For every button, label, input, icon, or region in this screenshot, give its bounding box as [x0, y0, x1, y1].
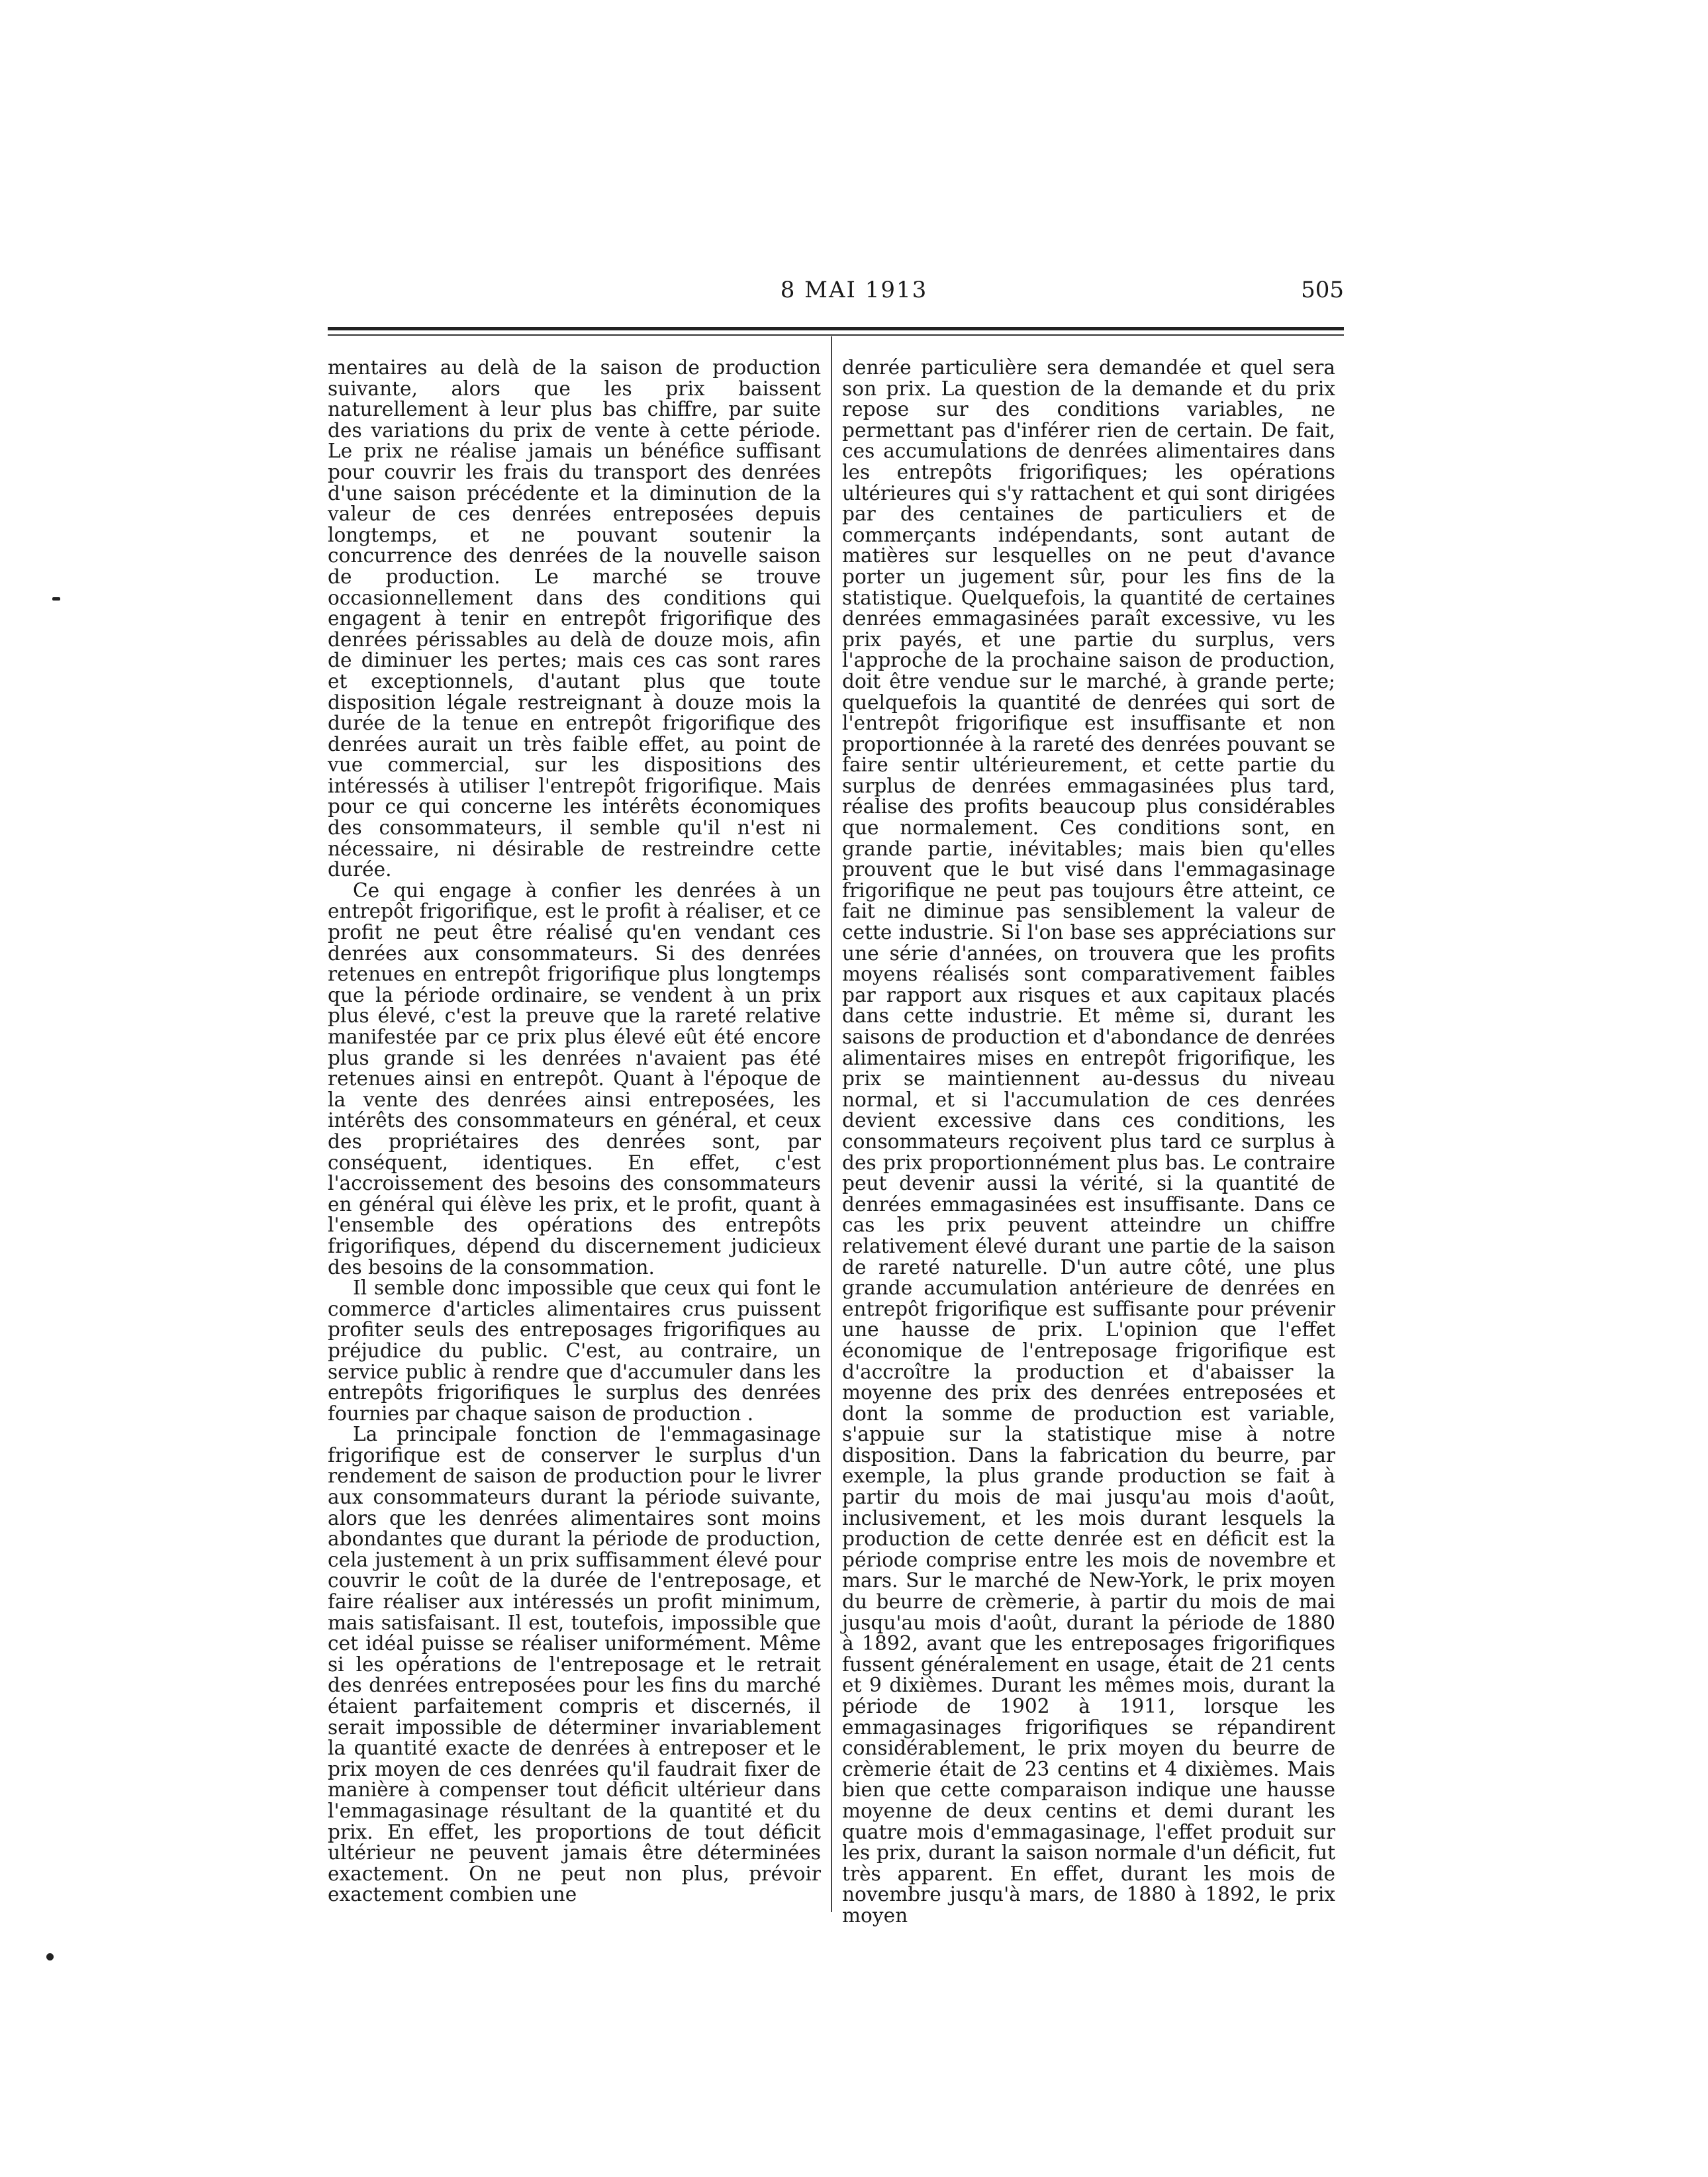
header-rule-thin — [328, 334, 1344, 336]
left-paragraph-3: Il semble donc impossible que ceux qui font le commerce d'articles alimentaires crus puissent profiter seuls des entreposages frigorifiques au préjudice du public. C'est, au contraire, un service public à rendre que d'accumuler dans les entrepôts frigorifiques le surplus des denrées fournies par chaque saison de production . — [328, 1277, 821, 1425]
page-number: 505 — [1301, 277, 1344, 303]
margin-mark — [52, 597, 60, 601]
right-paragraph-1: denrée particulière sera demandée et quel sera son prix. La question de la demande et du prix repose sur des conditions variables, ne permettant pas d'inférer rien de certain. De fait, ces accumulations de denrées alimentaires dans les entrepôts frigorifiques; les opérations ultérieures qui s'y rattachent et qui sont dirigées par des centaines de particuliers et de commerçants indépendants, sont autant de matières sur lesquelles on ne peut d'avance porter un jugement sûr, pour les fins de la statistique. Quelquefois, la quantité de certaines denrées emmagasinées paraît excessive, vu les prix payés, et une partie du surplus, vers l'approche de la prochaine saison de production, doit être vendue sur le marché, à grande perte; quelquefois la quantité de denrées qui sort de l'entrepôt frigorifique est insuffisante et non proportionnée à la rareté des denrées pouvant se faire sentir ultérieurement, et cette partie du surplus de denrées emmagasinées plus tard, réalise des profits beaucoup plus considérables que normalement. Ces conditions sont, en grande partie, inévitables; mais bien qu'elles prouvent que le but visé dans l'emmagasinage frigorifique ne peut pas toujours être atteint, ce fait ne diminue pas sensiblement la valeur de cette industrie. Si l'on base ses appréciations sur une série d'années, on trouvera que les profits moyens réalisés sont comparativement faibles par rapport aux risques et aux capitaux placés dans cette industrie. Et même si, durant les saisons de production et d'abondance de denrées alimentaires mises en entrepôt frigorifique, les prix se maintiennent au-dessus du niveau normal, et si l'accumulation de ces denrées devient excessive dans ces conditions, les consommateurs reçoivent plus tard ce surplus à des prix proportionnément plus bas. Le contraire peut devenir aussi la vérité, si la quantité de denrées emmagasinées est insuffisante. Dans ce cas les prix peuvent atteindre un chiffre relativement élevé durant une partie de la saison de rareté naturelle. D'un autre côté, une plus grande accumulation antérieure de denrées en entrepôt frigorifique est suffisante pour prévenir une hausse de prix. L'opinion que l'effet économique de l'entreposage frigorifique est d'accroître la production et d'abaisser la moyenne des prix des denrées entreposées et dont la somme de production est variable, s'appuie sur la statistique mise à notre disposition. Dans la fabrication du beurre, par exemple, la plus grande production se fait à partir du mois de mai jusqu'au mois d'août, inclusivement, et les mois durant lesquels la production de cette denrée est en déficit est la période comprise entre les mois de novembre et mars. Sur le marché de New-York, le prix moyen du beurre de crèmerie, à partir du mois de mai jusqu'au mois d'août, durant la période de 1880 à 1892, avant que les entreposages frigorifiques fussent généralement en usage, était de 21 cents et 9 dixièmes. Durant les mêmes mois, durant la période de 1902 à 1911, lorsque les emmagasinages frigorifiques se répandirent considérablement, le prix moyen du beurre de crèmerie était de 23 centins et 4 dixièmes. Mais bien que cette comparaison indique une hausse moyenne de deux centins et demi durant les quatre mois d'emmagasinage, l'effet produit sur les prix, durant la saison normale d'un déficit, fut très apparent. En effet, durant les mois de novembre jusqu'à mars, de 1880 à 1892, le prix moyen — [842, 356, 1335, 1927]
header-rule-thick — [328, 327, 1344, 330]
left-paragraph-4: La principale fonction de l'emmagasinage frigorifique est de conserver le surplus d'un rendement de saison de production pour le livrer aux consommateurs durant la période suivante, alors que les denrées alimentaires sont moins abondantes que durant la période de production, cela justement à un prix suffisamment élevé pour couvrir le coût de la durée de l'entreposage, et faire réaliser aux intéressés un profit minimum, mais satisfaisant. Il est, toutefois, impossible que cet idéal puisse se réaliser uniformément. Même si les opérations de l'entreposage et le retrait des denrées entreposées pour les fins du marché étaient parfaitement compris et discernés, il serait impossible de déterminer invariablement la quantité exacte de denrées à entreposer et le prix moyen de ces denrées qu'il faudrait fixer de manière à compenser tout déficit ultérieur dans l'emmagasinage résultant de la quantité et du prix. En effet, les proportions de tout déficit ultérieur ne peuvent jamais être déterminées exactement. On ne peut non plus, prévoir exactement combien une — [328, 1423, 821, 1906]
right-column — [842, 356, 1335, 1927]
column-divider — [831, 336, 832, 1912]
header-date: 8 MAI 1913 — [780, 277, 928, 303]
left-paragraph-1: mentaires au delà de la saison de production suivante, alors que les prix baissent naturellement à leur plus bas chiffre, par suite des variations du prix de vente à cette période. Le prix ne réalise jamais un bénéfice suffisant pour couvrir les frais du transport des denrées d'une saison précédente et la diminution de la valeur de ces denrées entreposées depuis longtemps, et ne pouvant soutenir la concurrence des denrées de la nouvelle saison de production. Le marché se trouve occasionnellement dans des conditions qui engagent à tenir en entrepôt frigorifique des denrées périssables au delà de douze mois, afin de diminuer les pertes; mais ces cas sont rares et exceptionnels, d'autant plus que toute disposition légale restreignant à douze mois la durée de la tenue en entrepôt frigorifique des denrées aurait un très faible effet, au point de vue commercial, sur les dispositions des intéressés à utiliser l'entrepôt frigorifique. Mais pour ce qui concerne les intérêts économiques des consommateurs, il semble qu'il n'est ni nécessaire, ni désirable de restreindre cette durée. — [328, 356, 821, 881]
left-column — [328, 358, 821, 1907]
binding-hole-mark — [46, 1953, 54, 1960]
left-paragraph-2: Ce qui engage à confier les denrées à un entrepôt frigorifique, est le profit à réaliser, et ce profit ne peut être réalisé qu'en vendant ces denrées aux consommateurs. Si des denrées retenues en entrepôt frigorifique plus longtemps que la période ordinaire, se vendent à un prix plus élevé, c'est la preuve que la rareté relative manifestée par ce prix plus élevé eût été encore plus grande si les denrées n'avaient pas été retenues ainsi en entrepôt. Quant à l'époque de la vente des denrées ainsi entreposées, les intérêts des consommateurs en général, et ceux des propriétaires des denrées sont, par conséquent, identiques. En effet, c'est l'accroissement des besoins des consommateurs en général qui élève les prix, et le profit, quant à l'ensemble des opérations des entrepôts frigorifiques, dépend du discernement judicieux des besoins de la consommation. — [328, 879, 821, 1279]
